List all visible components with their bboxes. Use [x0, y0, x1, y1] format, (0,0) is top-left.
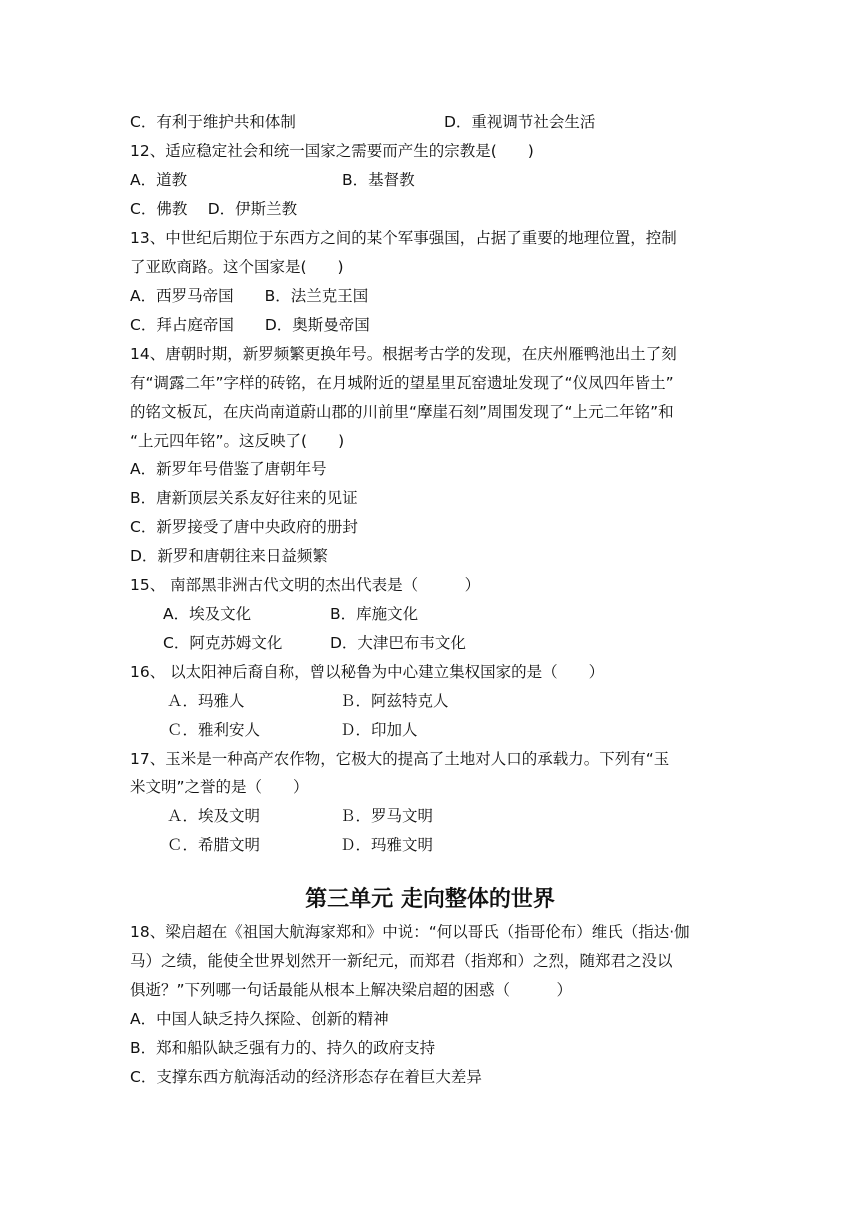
q14-option-b: B．唐新顶层关系友好往来的见证 [130, 489, 358, 507]
q13-stem-2: 了亚欧商路。这个国家是( ) [130, 258, 344, 276]
q16-option-b: Ｂ．阿兹特克人 [340, 692, 449, 710]
q17-stem-1: 17、玉米是一种高产农作物，它极大的提高了土地对人口的承载力。下列有“玉 [130, 750, 670, 768]
q14-stem-1: 14、唐朝时期，新罗频繁更换年号。根据考古学的发现，在庆州雁鸭池出土了刻 [130, 345, 677, 363]
q15-option-d: D．大津巴布韦文化 [330, 634, 466, 652]
q12-option-a: A．道教 [130, 171, 188, 189]
q13-options-ab: A．西罗马帝国 B．法兰克王国 [130, 287, 369, 305]
q16-option-c: Ｃ．雅利安人 [167, 721, 261, 739]
q15-options-cd [163, 633, 773, 653]
q16-option-d: Ｄ．印加人 [340, 721, 418, 739]
q18-stem-2: 马）之绩，能使全世界划然开一新纪元，而郑君（指郑和）之烈，随郑君之没以 [130, 952, 673, 970]
q18-option-a: A．中国人缺乏持久探险、创新的精神 [130, 1010, 389, 1028]
q16-stem: 16、 以太阳神后裔自称，曾以秘鲁为中心建立集权国家的是（ ） [130, 663, 605, 681]
q11-option-d: D．重视调节社会生活 [444, 113, 596, 131]
q13-stem-1: 13、中世纪后期位于东西方之间的某个军事强国，占据了重要的地理位置，控制 [130, 229, 677, 247]
unit-heading: 第三单元 走向整体的世界 [305, 887, 555, 912]
q12-options-cd: C．佛教 D．伊斯兰教 [130, 200, 298, 218]
q18-option-b: B．郑和船队缺乏强有力的、持久的政府支持 [130, 1039, 436, 1057]
q14-stem-3: 的铭文板瓦，在庆尚南道蔚山郡的川前里“摩崖石刻”周围发现了“上元二年铭”和 [130, 403, 674, 421]
q14-option-a: A．新罗年号借鉴了唐朝年号 [130, 460, 327, 478]
q15-option-c: C．阿克苏姆文化 [163, 634, 283, 652]
q14-stem-4: “上元四年铭”。这反映了( ) [130, 432, 345, 450]
q14-option-d: D．新罗和唐朝往来日益频繁 [130, 547, 328, 565]
q16-options-cd [167, 720, 777, 740]
q14-stem-2: 有“调露二年”字样的砖铭，在月城附近的望星里瓦窑遗址发现了“仪凤四年皆土” [130, 374, 674, 392]
q17-options-cd [167, 835, 777, 855]
q16-options-ab [167, 691, 777, 711]
q15-option-b: B．库施文化 [330, 605, 419, 623]
q15-options-ab [163, 604, 773, 624]
q16-option-a: Ａ．玛雅人 [167, 692, 245, 710]
q18-stem-1: 18、梁启超在《祖国大航海家郑和》中说：“何以哥氏（指哥伦布）维氏（指达·伽 [130, 923, 690, 941]
q18-stem-3: 俱逝？”下列哪一句话最能从根本上解决梁启超的困惑（ ） [130, 981, 573, 999]
q11-option-c: C．有利于维护共和体制 [130, 113, 296, 131]
q17-stem-2: 米文明”之誉的是（ ） [130, 778, 309, 796]
q15-stem: 15、 南部黑非洲古代文明的杰出代表是（ ） [130, 576, 481, 594]
q13-options-cd: C．拜占庭帝国 D．奥斯曼帝国 [130, 316, 370, 334]
q12-options-ab [130, 170, 740, 190]
q18-option-c: C．支撑东西方航海活动的经济形态存在着巨大差异 [130, 1068, 482, 1086]
q12-option-b: B．基督教 [342, 171, 415, 189]
q17-option-c: Ｃ．希腊文明 [167, 836, 261, 854]
q17-options-ab [167, 806, 777, 826]
q17-option-a: Ａ．埃及文明 [167, 807, 261, 825]
q17-option-b: Ｂ．罗马文明 [340, 807, 434, 825]
q14-option-c: C．新罗接受了唐中央政府的册封 [130, 518, 358, 536]
q12-stem: 12、适应稳定社会和统一国家之需要而产生的宗教是( ) [130, 142, 534, 160]
q15-option-a: A．埃及文化 [163, 605, 252, 623]
q17-option-d: Ｄ．玛雅文明 [340, 836, 434, 854]
q11-options-cd [130, 112, 740, 132]
